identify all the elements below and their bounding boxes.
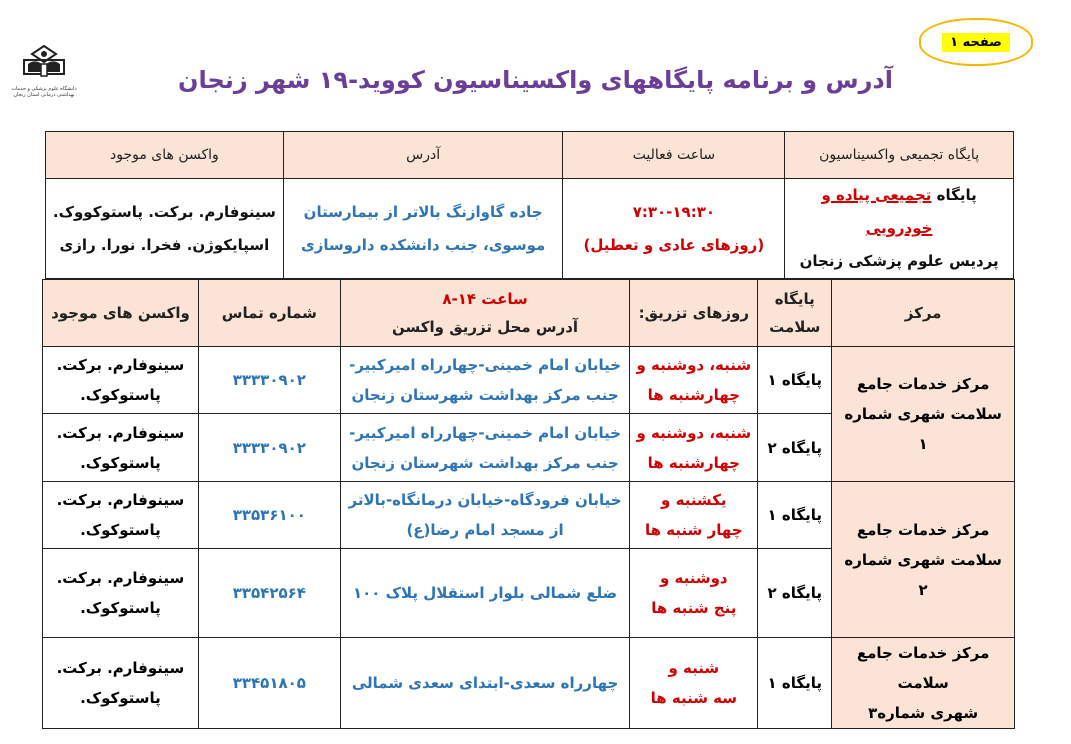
table-row [43, 347, 1015, 414]
table2-header-address [340, 280, 630, 347]
days-line2: چهار شنبه ها [645, 521, 743, 539]
days-line2: چهارشنبه ها [647, 386, 740, 404]
header-base-line2: سلامت [769, 318, 821, 336]
center-name-line1: مرکز خدمات جامع [856, 375, 990, 393]
vaccines-line1: سینوفارم. برکت. پاستوکووک. [52, 202, 276, 221]
address-line2: جنب مرکز بهداشت شهرستان زنجان [351, 386, 619, 404]
vaccines-line1: سینوفارم. برکت. [56, 569, 185, 587]
days-cell [630, 638, 758, 729]
base-cell: پایگاه ۱ [758, 638, 832, 729]
address-line1: خیابان امام خمینی-چهارراه امیرکبیر- [349, 423, 622, 442]
address-line1: چهارراه سعدی-ابتدای سعدی شمالی [351, 674, 619, 692]
page-number-badge [919, 18, 1033, 66]
page-title: آدرس و برنامه پایگاههای واکسیناسیون کووید-۱۹ شهر زنجان [178, 66, 893, 94]
mass-vaccination-table [45, 131, 1014, 279]
table1-vaccines-cell [46, 179, 284, 279]
header-address-title: آدرس محل تزریق واکسن [392, 318, 579, 336]
address-line1: ضلع شمالی بلوار استقلال پلاک ۱۰۰ [352, 584, 618, 602]
days-line2: چهارشنبه ها [647, 453, 740, 472]
vaccines-line1: سینوفارم. برکت. [56, 356, 185, 374]
center-cell-1 [832, 347, 1015, 482]
phone-cell: ۳۳۵۳۶۱۰۰ [198, 482, 340, 549]
vaccines-line2: پاستوکوک. [80, 599, 161, 617]
vaccines-line2: پاستوکوک. [80, 386, 161, 404]
vaccines-cell [43, 414, 199, 482]
table1-address-cell [283, 179, 563, 279]
vaccines-line2: پاستوکوک. [80, 689, 161, 707]
table2-header-phone: شماره تماس [198, 280, 340, 347]
vaccines-cell [43, 347, 199, 414]
vaccines-cell [43, 549, 199, 638]
phone-cell: ۳۳۵۴۲۵۶۴ [198, 549, 340, 638]
page-number-label: صفحه ۱ [942, 33, 1010, 52]
table-row [43, 638, 1015, 729]
table2-header-days: روزهای تزریق: [630, 280, 758, 347]
base-cell: پایگاه ۱ [758, 482, 832, 549]
address-line1: جاده گاوازنگ بالاتر از بیمارستان [303, 202, 543, 221]
address-line1: خیابان امام خمینی-چهارراه امیرکبیر- [349, 356, 622, 374]
vaccines-line2: پاستوکوک. [80, 521, 161, 539]
days-cell [630, 482, 758, 549]
base-cell: پایگاه ۱ [758, 347, 832, 414]
address-line2: موسوی، جنب دانشکده داروسازی [300, 235, 546, 254]
address-cell [340, 347, 630, 414]
base-cell: پایگاه ۲ [758, 414, 832, 482]
address-line2: جنب مرکز بهداشت شهرستان زنجان [351, 453, 619, 472]
table2-header-vaccines: واکسن های موجود [43, 280, 199, 347]
center-name-line1: مرکز خدمات جامع سلامت [856, 644, 990, 692]
site-line2: پردیس علوم پزشکی زنجان [799, 252, 999, 270]
center-name-line2: شهری شماره۳ [868, 704, 979, 722]
table1-header-vaccines: واکسن های موجود [46, 132, 284, 179]
table1-header-site: پایگاه تجمیعی واکسیناسیون [785, 132, 1014, 179]
address-cell [340, 482, 630, 549]
vaccines-line2: اسپایکوژن. فخرا. نورا. رازی [59, 235, 270, 254]
hours-range: ۷:۳۰-۱۹:۳۰ [632, 202, 716, 221]
center-cell-2 [832, 482, 1015, 638]
site-prefix: پایگاه [931, 186, 977, 204]
address-line2: از مسجد امام رضا(ع) [406, 521, 564, 539]
vaccines-line1: سینوفارم. برکت. [56, 491, 185, 509]
center-cell-3 [832, 638, 1015, 729]
days-cell [630, 414, 758, 482]
days-line1: دوشنبه و [659, 569, 728, 587]
days-line2: سه شنبه ها [650, 689, 738, 707]
address-cell [340, 638, 630, 729]
phone-cell: ۳۳۳۳۰۹۰۲ [198, 347, 340, 414]
table1-row [46, 179, 1014, 279]
table2-header-center: مرکز [832, 280, 1015, 347]
phone-cell: ۳۳۳۳۰۹۰۲ [198, 414, 340, 482]
table2-header-base [758, 280, 832, 347]
base-cell: پایگاه ۲ [758, 549, 832, 638]
address-line1: خیابان فرودگاه-خیابان درمانگاه-بالاتر [348, 491, 622, 509]
health-centers-table [42, 279, 1015, 729]
days-line1: شنبه، دوشنبه و [636, 356, 752, 374]
center-name-line2: سلامت شهری شماره ۱ [844, 405, 1002, 453]
hours-note: (روزهای عادی و تعطیل) [583, 235, 765, 254]
days-cell [630, 347, 758, 414]
vaccines-line2: پاستوکوک. [80, 453, 161, 472]
days-line1: یکشنبه و [661, 491, 727, 509]
days-cell [630, 549, 758, 638]
header-base-line1: پایگاه [774, 290, 815, 308]
site-highlight: تجمیعی پیاده و خودرویی [821, 186, 933, 237]
days-line2: پنج شنبه ها [651, 599, 737, 617]
address-cell [340, 549, 630, 638]
vaccines-line1: سینوفارم. برکت. [56, 423, 185, 442]
logo-caption: دانشگاه علوم پزشکی و خدمات بهداشتی درمانی استان زنجان [11, 86, 77, 98]
center-name-line1: مرکز خدمات جامع [856, 520, 990, 539]
table-row [43, 482, 1015, 549]
table1-hours-cell [563, 179, 785, 279]
center-name-line2: سلامت شهری شماره ۲ [844, 550, 1002, 599]
vaccines-cell [43, 638, 199, 729]
address-cell [340, 414, 630, 482]
table1-header-row [46, 132, 1014, 179]
table2-header-row [43, 280, 1015, 347]
vaccines-line1: سینوفارم. برکت. [56, 659, 185, 677]
vaccines-cell [43, 482, 199, 549]
header-address-hours: ساعت ۱۴-۸ [442, 290, 528, 308]
days-line1: شنبه، دوشنبه و [636, 423, 752, 442]
table1-header-address: آدرس [283, 132, 563, 179]
phone-cell: ۳۳۴۵۱۸۰۵ [198, 638, 340, 729]
table1-site-cell [785, 179, 1014, 279]
table1-header-hours: ساعت فعالیت [563, 132, 785, 179]
days-line1: شنبه و [668, 659, 720, 677]
